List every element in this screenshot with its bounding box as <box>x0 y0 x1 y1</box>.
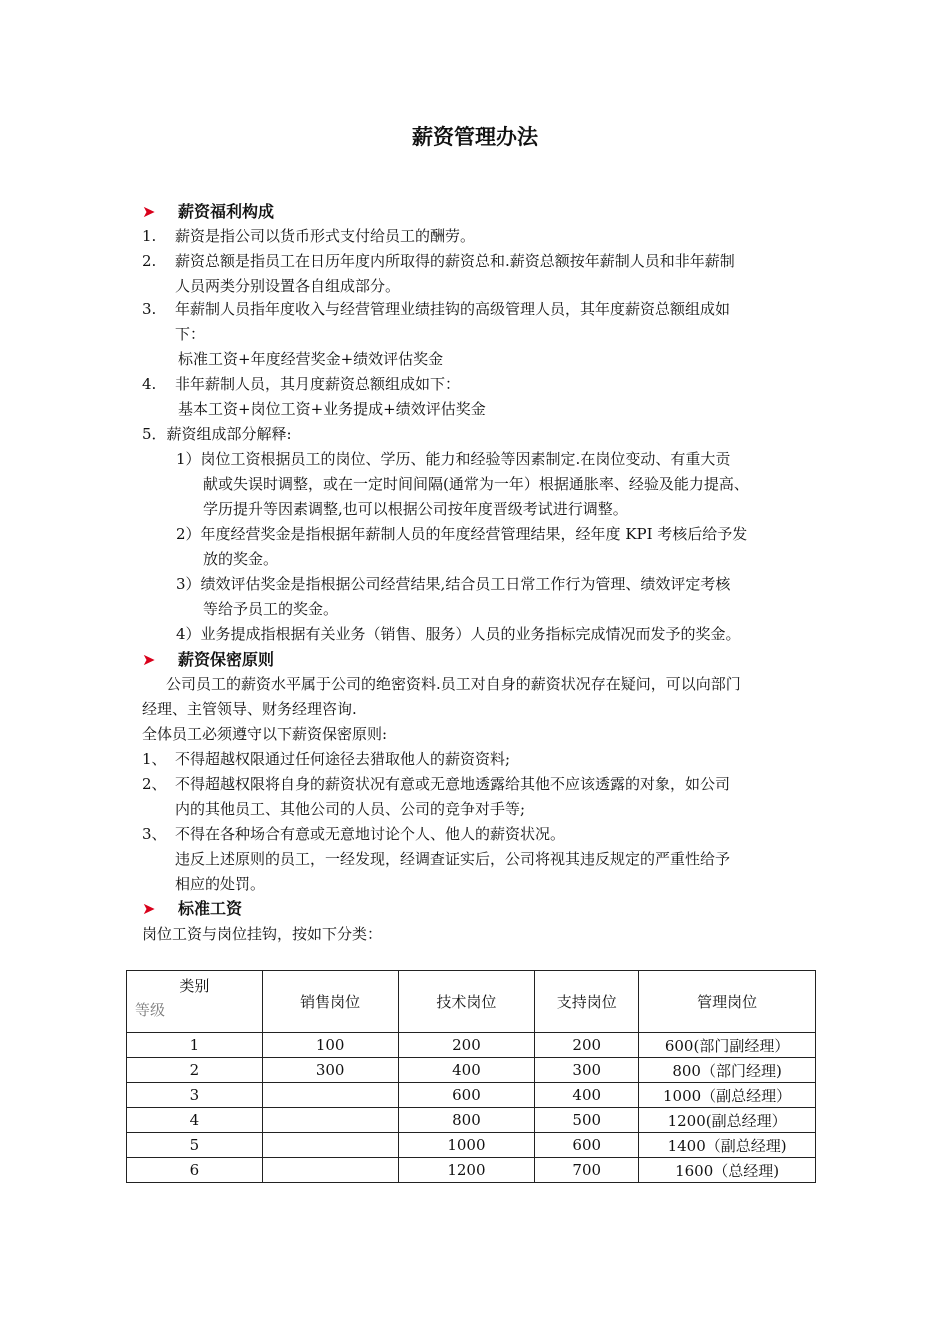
paragraph-line: 经理、主管领导、财务经理咨询. <box>142 700 357 718</box>
paragraph-line: 不得在各种场合有意或无意地讨论个人、他人的薪资状况。 <box>175 825 566 843</box>
sub-item-line: 等给予员工的奖金。 <box>203 600 339 618</box>
sub-item-line: 放的奖金。 <box>203 550 279 568</box>
paragraph-line: 不得超越权限将自身的薪资状况有意或无意地透露给其他不应该透露的对象，如公司 <box>175 775 731 793</box>
sub-item-line: 献或失误时调整，或在一定时间间隔(通常为一年）根据通胀率、经验及能力提高、 <box>203 475 749 493</box>
table-row <box>127 1158 816 1183</box>
column-header: 管理岗位 <box>639 971 816 1033</box>
table-cell: 4 <box>127 1108 263 1133</box>
paragraph-line: 公司员工的薪资水平属于公司的绝密资料.员工对自身的薪资状况存在疑问，可以向部门 <box>166 675 741 693</box>
sub-item-line: 1）岗位工资根据员工的岗位、学历、能力和经验等因素制定.在岗位变动、有重大贡 <box>176 450 731 468</box>
list-number: 1. <box>142 227 157 245</box>
table-cell: 200 <box>535 1033 639 1058</box>
table-cell: 500 <box>535 1108 639 1133</box>
table-cell: 300 <box>262 1058 398 1083</box>
table-row <box>127 1133 816 1158</box>
arrow-bullet-icon: ➤ <box>142 899 156 918</box>
paragraph-line: 5．薪资组成部分解释: <box>142 425 292 443</box>
column-header: 销售岗位 <box>262 971 398 1033</box>
corner-grade-label: 等级 <box>135 1001 166 1019</box>
paragraph-line: 非年薪制人员，其月度薪资总额组成如下： <box>175 375 461 393</box>
table-cell: 600 <box>398 1083 535 1108</box>
paragraph-line: 全体员工必须遵守以下薪资保密原则: <box>142 725 388 743</box>
sub-item-line: 3）绩效评估奖金是指根据公司经营结果,结合员工日常工作行为管理、绩效评定考核 <box>176 575 731 593</box>
column-header: 支持岗位 <box>535 971 639 1033</box>
table-row <box>127 1033 816 1058</box>
table-cell: 400 <box>398 1058 535 1083</box>
paragraph-line: 人员两类分别设置各自组成部分。 <box>175 277 401 295</box>
formula-line: 基本工资+岗位工资+业务提成+绩效评估奖金 <box>178 400 486 418</box>
table-cell: 6 <box>127 1158 263 1183</box>
arrow-bullet-icon: ➤ <box>142 650 156 669</box>
table-cell: 1600（总经理) <box>639 1158 816 1183</box>
table-cell <box>262 1083 398 1108</box>
table-cell: 5 <box>127 1133 263 1158</box>
section-heading-standard-salary: 标准工资 <box>178 899 243 918</box>
table-cell: 1000（副总经理） <box>639 1083 816 1108</box>
table-row <box>127 1083 816 1108</box>
table-cell: 300 <box>535 1058 639 1083</box>
table-cell: 600 <box>535 1133 639 1158</box>
table-cell: 1400（副总经理) <box>639 1133 816 1158</box>
formula-line: 标准工资+年度经营奖金+绩效评估奖金 <box>178 350 444 368</box>
section-heading-benefits: 薪资福利构成 <box>178 202 275 221</box>
table-cell: 1 <box>127 1033 263 1058</box>
list-number: 3. <box>142 300 157 318</box>
table-cell: 400 <box>535 1083 639 1108</box>
salary-grade-table <box>126 970 816 1183</box>
table-cell: 800 <box>398 1108 535 1133</box>
paragraph-line: 年薪制人员指年度收入与经营管理业绩挂钩的高级管理人员，其年度薪资总额组成如 <box>175 300 731 318</box>
paragraph-line: 内的其他员工、其他公司的人员、公司的竞争对手等; <box>175 800 526 818</box>
list-number: 4. <box>142 375 157 393</box>
table-header-row <box>127 971 816 1033</box>
paragraph-line: 不得超越权限通过任何途径去猎取他人的薪资资料; <box>175 750 511 768</box>
sub-item-line: 2）年度经营奖金是指根据年薪制人员的年度经营管理结果，经年度 KPI 考核后给予发 <box>176 525 748 543</box>
paragraph-line: 岗位工资与岗位挂钩，按如下分类： <box>142 925 383 943</box>
table-cell: 1200(副总经理） <box>639 1108 816 1133</box>
table-cell: 3 <box>127 1083 263 1108</box>
table-cell <box>262 1158 398 1183</box>
table-cell <box>262 1133 398 1158</box>
table-row <box>127 1058 816 1083</box>
corner-category-label: 类别 <box>179 977 210 995</box>
table-row <box>127 1108 816 1133</box>
page-title: 薪资管理办法 <box>412 125 538 149</box>
table-cell: 2 <box>127 1058 263 1083</box>
sub-item-line: 4）业务提成指根据有关业务（销售、服务）人员的业务指标完成情况而发予的奖金。 <box>176 625 741 643</box>
section-heading-confidentiality: 薪资保密原则 <box>178 650 275 669</box>
table-cell: 200 <box>398 1033 535 1058</box>
sub-item-line: 学历提升等因素调整,也可以根据公司按年度晋级考试进行调整。 <box>203 500 628 518</box>
paragraph-line: 相应的处罚。 <box>175 875 266 893</box>
list-number: 1、 <box>142 750 167 768</box>
list-number: 2. <box>142 252 157 270</box>
table-cell: 100 <box>262 1033 398 1058</box>
table-cell: 700 <box>535 1158 639 1183</box>
arrow-bullet-icon: ➤ <box>142 202 156 221</box>
paragraph-line: 下： <box>175 325 206 343</box>
table-cell <box>262 1108 398 1133</box>
table-cell: 800（部门经理) <box>639 1058 816 1083</box>
list-number: 3、 <box>142 825 167 843</box>
table-cell: 1200 <box>398 1158 535 1183</box>
paragraph-line: 违反上述原则的员工，一经发现，经调查证实后，公司将视其违反规定的严重性给予 <box>175 850 731 868</box>
table-cell: 1000 <box>398 1133 535 1158</box>
table-corner-cell <box>127 971 263 1033</box>
list-number: 2、 <box>142 775 167 793</box>
column-header: 技术岗位 <box>398 971 535 1033</box>
table-cell: 600(部门副经理） <box>639 1033 816 1058</box>
paragraph-line: 薪资总额是指员工在日历年度内所取得的薪资总和.薪资总额按年薪制人员和非年薪制 <box>175 252 735 270</box>
paragraph-line: 薪资是指公司以货币形式支付给员工的酬劳。 <box>175 227 476 245</box>
